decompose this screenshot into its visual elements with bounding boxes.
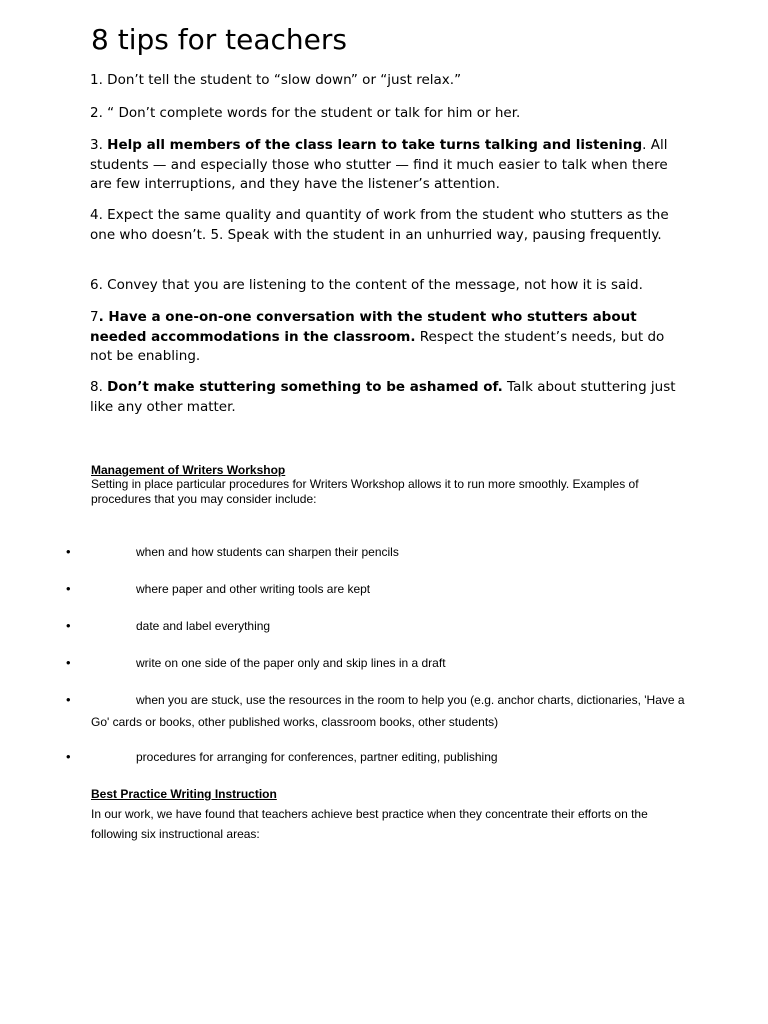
list-item-text: when and how students can sharpen their pencils — [136, 545, 399, 559]
best-practice-text: In our work, we have found that teachers achieve best practice when they concentrate their efforts on the following six instructional areas: — [91, 807, 648, 841]
tip-7-text: Respect the student’s needs, but do not be enabling. — [90, 328, 665, 364]
tip-7-bold: . Have a one-on-one conversation with the student who stutters about needed accommodations in the classroom. — [90, 309, 637, 345]
tip-8-bold: Don’t make stuttering something to be ashamed of. — [107, 379, 503, 395]
list-item-text: when you are stuck, use the resources in the room to help you (e.g. anchor charts, dictionaries, 'Have a Go' cards or books, other published works, classroom books, other students) — [91, 693, 685, 729]
management-heading: Management of Writers Workshop — [91, 463, 286, 477]
tip-4-5: 4. Expect the same quality and quantity of work from the student who stutters as the one who doesn’t. 5. Speak with the student in an unhurried way, pausing frequently. — [90, 207, 669, 243]
tip-1: 1. Don’t tell the student to “slow down” or “just relax.” — [90, 72, 462, 88]
best-practice-heading: Best Practice Writing Instruction — [91, 787, 277, 801]
tip-3-bold: Help all members of the class learn to take turns talking and listening — [107, 137, 643, 153]
bullet-icon: • — [66, 655, 71, 670]
list-item-text: procedures for arranging for conferences, partner editing, publishing — [136, 750, 498, 764]
tip-7 — [90, 308, 680, 367]
tip-3 — [90, 136, 680, 195]
bullet-icon: • — [66, 692, 71, 707]
tip-3-text: . All students — and especially those who stutter — find it much easier to talk when there are few interruptions, and they have the listener’s attention. — [90, 137, 668, 192]
list-item-text: where paper and other writing tools are kept — [136, 582, 371, 596]
bullet-icon: • — [66, 544, 71, 559]
tip-6: 6. Convey that you are listening to the content of the message, not how it is said. — [90, 277, 643, 293]
tip-8-text: Talk about stuttering just like any other matter. — [90, 379, 676, 415]
list-item-text: date and label everything — [136, 619, 271, 633]
bullet-icon: • — [66, 618, 71, 633]
bullet-icon: • — [66, 581, 71, 596]
list-item-text: write on one side of the paper only and skip lines in a draft — [136, 656, 446, 670]
bullet-icon: • — [66, 749, 71, 764]
tip-7-number: 7 — [90, 309, 99, 325]
tip-8 — [90, 378, 680, 417]
management-text: Setting in place particular procedures for Writers Workshop allows it to run more smoothly. Examples of procedures that you may consider include: — [91, 477, 639, 506]
page-title: 8 tips for teachers — [91, 23, 347, 56]
tip-2: 2. “ Don’t complete words for the student or talk for him or her. — [90, 105, 521, 121]
tip-3-number: 3. — [90, 137, 108, 153]
tip-8-number: 8. — [90, 379, 108, 395]
